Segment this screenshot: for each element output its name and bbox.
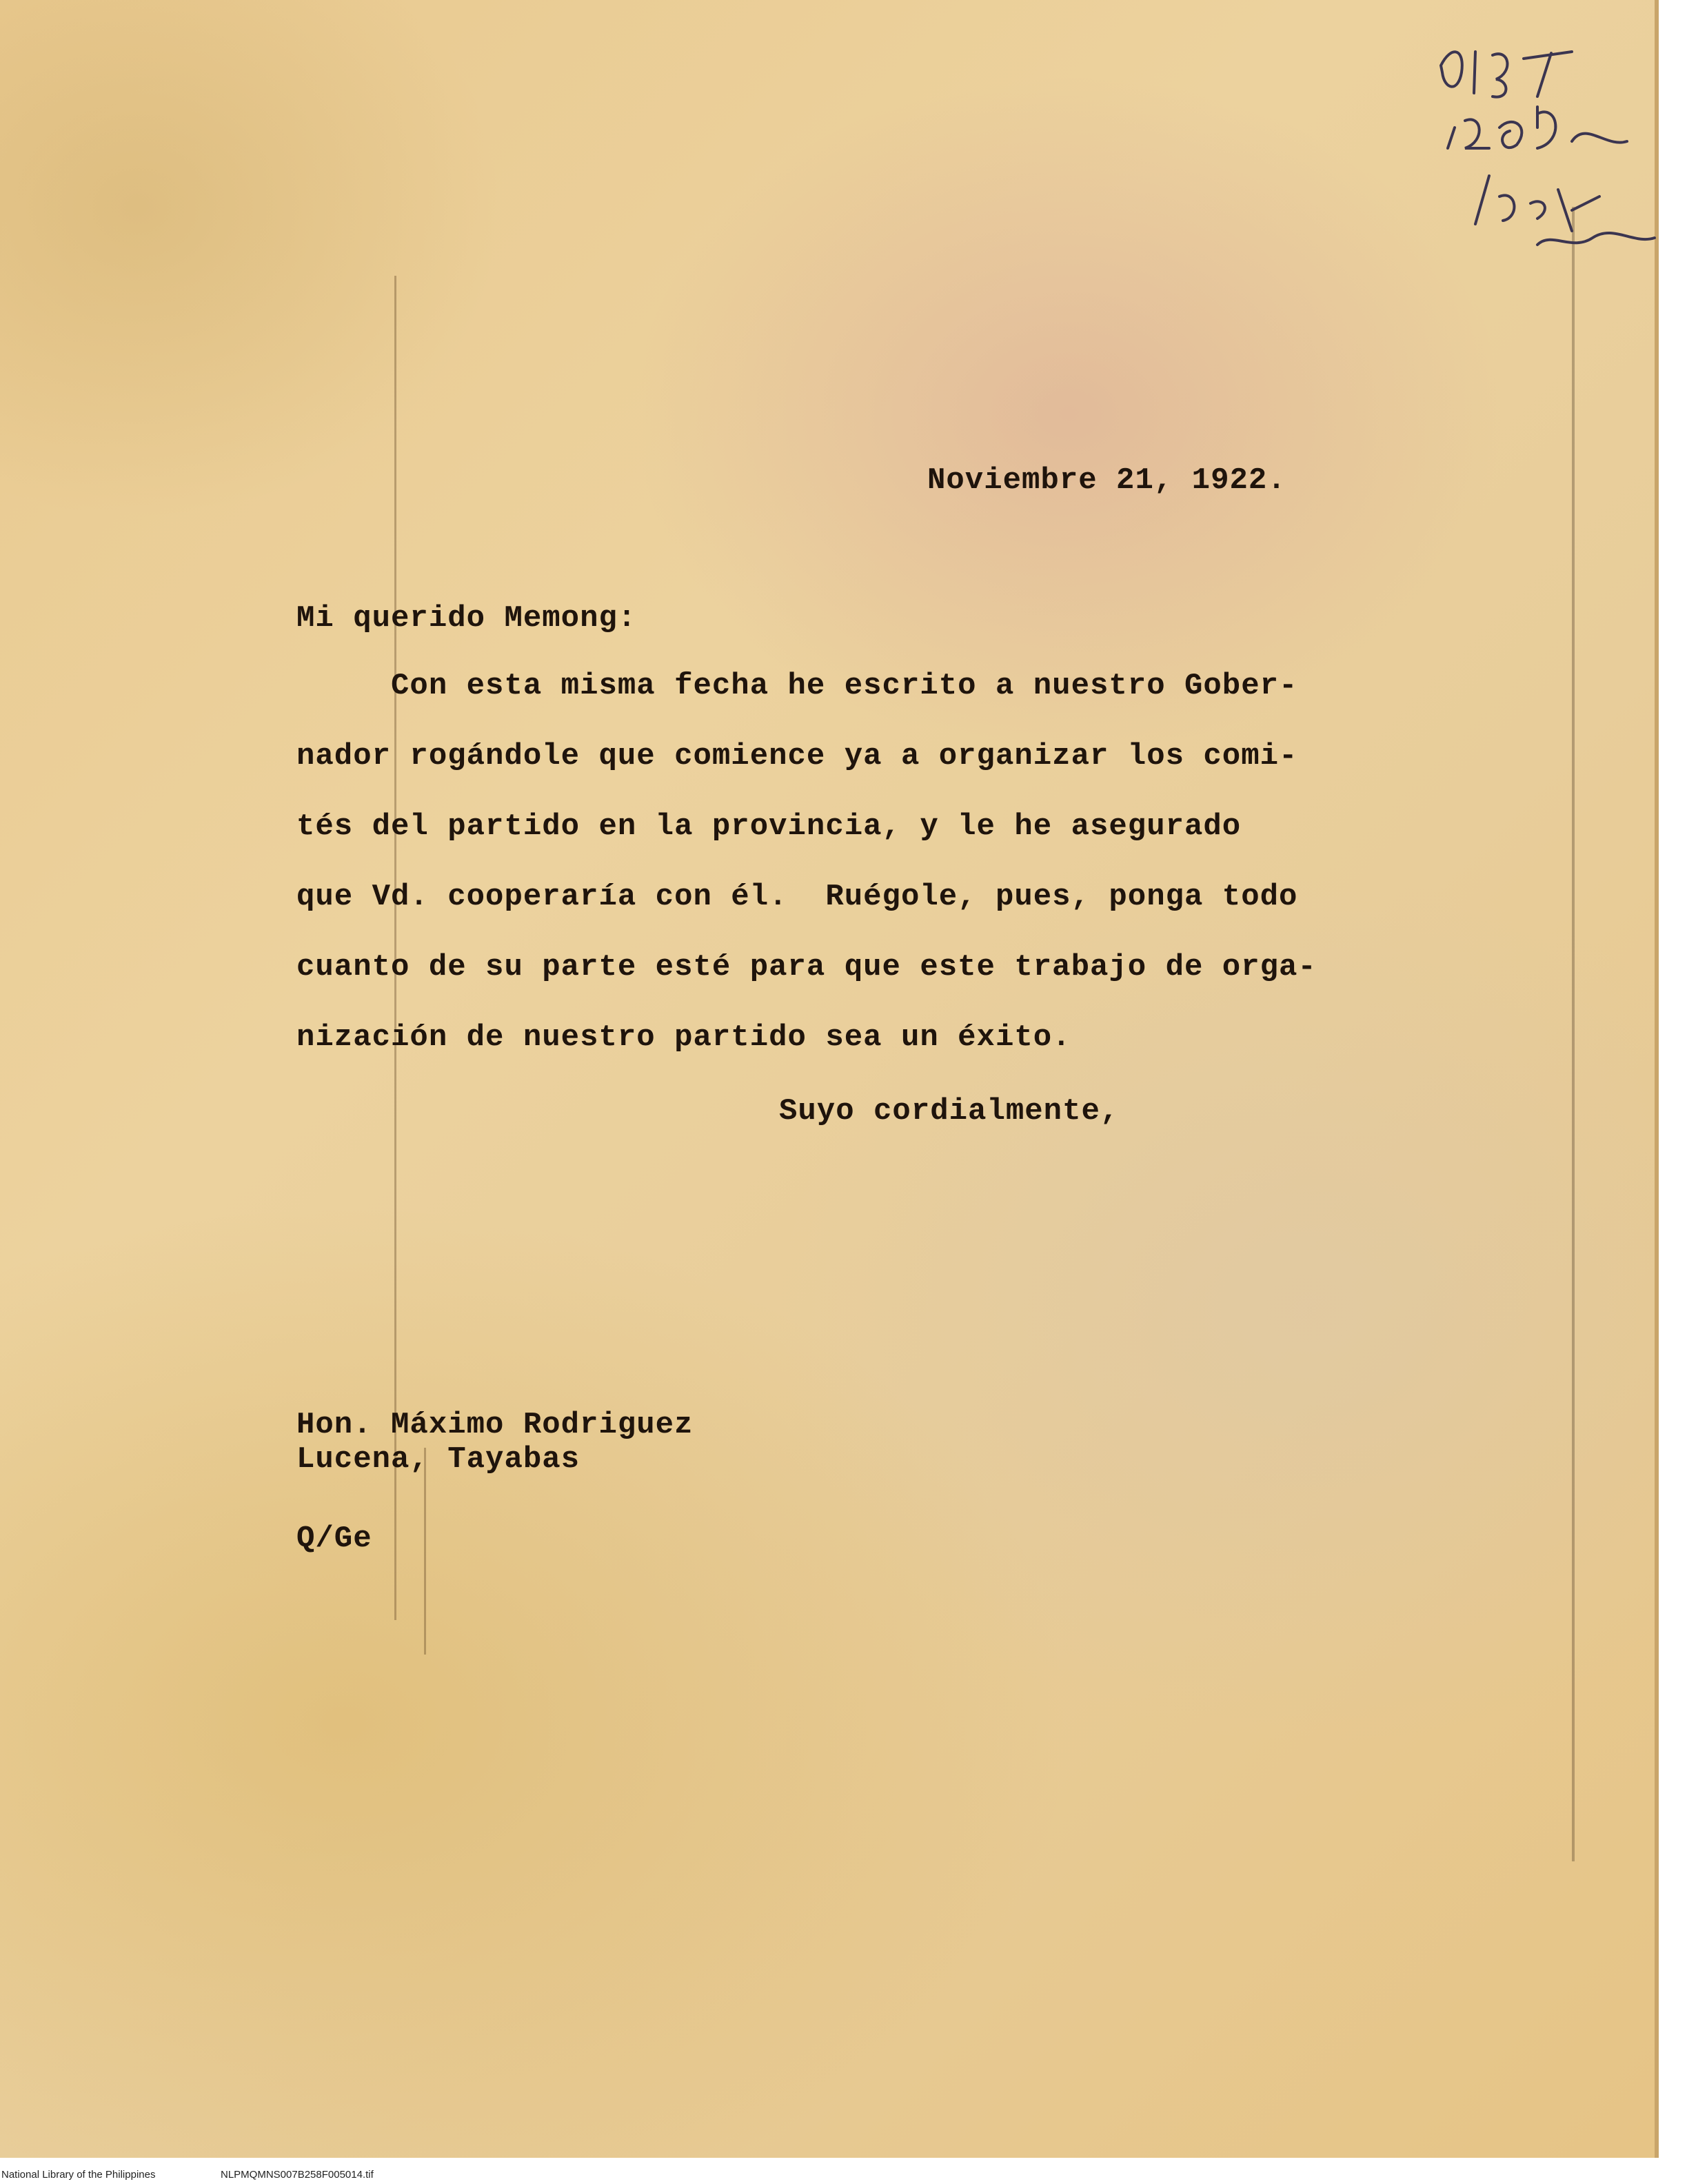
letter-body-line: tés del partido en la provincia, y le he asegurado <box>296 809 1242 844</box>
letter-body-line: nador rogándole que comience ya a organizar los comi- <box>296 739 1298 774</box>
addressee-name: Hon. Máximo Rodriguez <box>296 1408 694 1442</box>
letter-salutation: Mi querido Memong: <box>296 601 637 636</box>
letter-body-line: nización de nuestro partido sea un éxito. <box>296 1020 1071 1055</box>
letter-body-line: Con esta misma fecha he escrito a nuestro Gober- <box>296 669 1298 703</box>
handwritten-annotation <box>1434 38 1661 265</box>
typist-initials: Q/Ge <box>296 1521 372 1556</box>
letter-body-line: que Vd. cooperaría con él. Ruégole, pues, ponga todo <box>296 880 1298 914</box>
scan-footer <box>0 2165 1687 2184</box>
fold-line <box>424 1448 426 1655</box>
letter-closing: Suyo cordialmente, <box>779 1094 1120 1129</box>
footer-filename: NLPMQMNS007B258F005014.tif <box>221 2169 374 2181</box>
addressee-location: Lucena, Tayabas <box>296 1442 580 1477</box>
footer-library: National Library of the Philippines <box>1 2169 156 2181</box>
letter-date: Noviembre 21, 1922. <box>927 463 1286 498</box>
fold-line <box>1572 207 1575 1861</box>
letter-body-line: cuanto de su parte esté para que este trabajo de orga- <box>296 950 1317 984</box>
